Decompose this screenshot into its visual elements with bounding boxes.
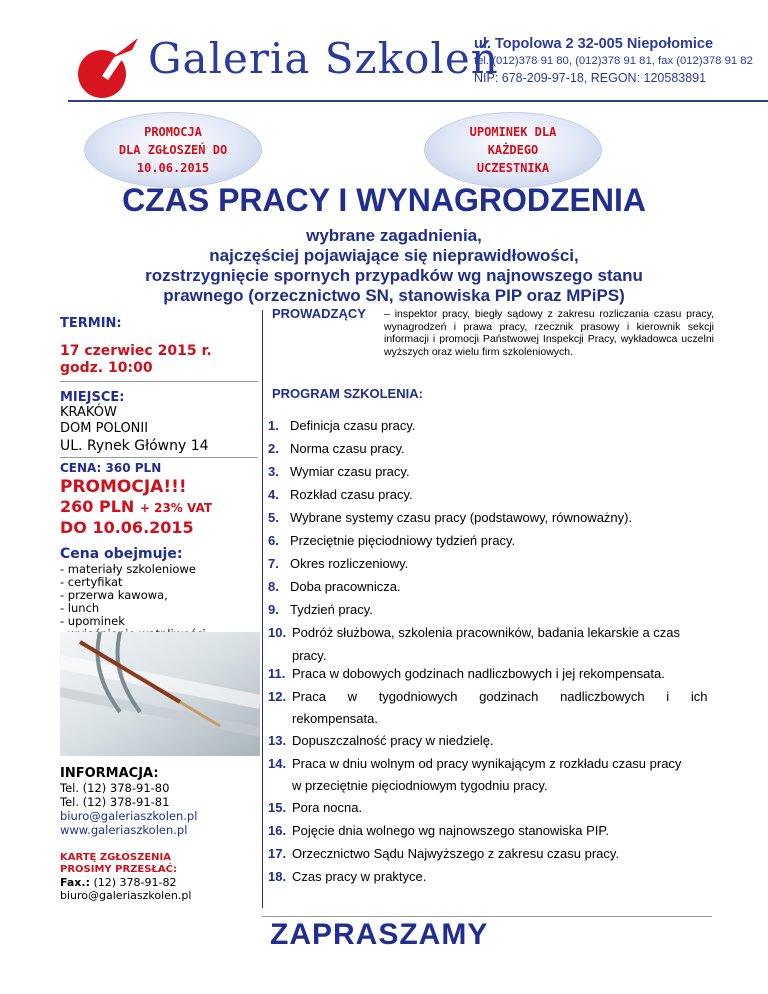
brand-name: Galeria Szkoleń [148,34,499,83]
miejsce-line: DOM POLONII [60,421,149,436]
gift-line: KAŻDEGO [487,143,539,157]
contact-block [60,766,260,902]
program-item-text: Czas pracy w praktyce. [292,869,427,884]
list-item: - lunch [60,601,100,615]
footer-invite: ZAPRASZAMY [270,918,489,951]
termin-label: TERMIN: [60,316,122,331]
program-item [268,487,716,503]
includes-list [60,563,260,641]
program-item-number: 7. [268,556,279,571]
subtitle-line: prawnego (orzecznictwo SN, stanowiska PIP oraz MPiPS) [163,286,625,305]
program-item [268,823,716,839]
program-item-number: 5. [268,510,279,525]
program-item-number: 6. [268,533,279,548]
email-2: biuro@galeriaszkolen.pl [60,889,192,902]
program-item-text: Praca w dobowych godzinach nadliczbowych i jej rekompensata. [292,666,665,681]
program-item [268,846,716,862]
program-item-number: 15. [268,800,287,815]
subtitle [60,226,728,306]
gift-oval [424,112,602,188]
gift-line: UCZESTNIKA [476,161,550,175]
program-item-text: Rozkład czasu pracy. [290,487,413,502]
program-item [268,733,716,749]
company-address [474,36,764,87]
promo-price: 260 PLN [60,497,135,516]
program-item-number: 17. [268,846,287,861]
divider [60,381,258,382]
program-item-number: 1. [268,418,279,433]
list-item: - materiały szkoleniowe [60,562,196,576]
column-divider [262,310,263,908]
program-item [268,418,716,434]
phone-line: tel. (012)378 91 80, (012)378 91 81, fax (012)378 91 82 [474,55,753,67]
prowadzacy-text: – inspektor pracy, biegły sądowy z zakresu rozliczania czasu pracy, wynagrodzeń i prawa pracy, rzecznik prasowy i kierownik sekcji informacji i promocji Państwowej Inspekcji Pracy, wykładowca uczelni wyższych oraz wielu firm szkoleniowych. [384,308,714,358]
address-line: ul. Topolowa 2 32-005 Niepołomice [474,36,714,52]
program-item-text: Pora nocna. [292,800,363,815]
promo-line: PROMOCJA [144,125,202,139]
fax-label: Fax.: [60,876,90,889]
miejsce-line: KRAKÓW [60,405,117,420]
program-item-continuation: pracy. [292,648,327,663]
subtitle-line: rozstrzygnięcie spornych przypadków wg najnowszego stanu [145,266,643,285]
prowadzacy-label: PROWADZĄCY [272,306,366,321]
page-title: CZAS PRACY I WYNAGRODZENIA [122,182,646,218]
program-item-text: Dopuszczalność pracy w niedzielę. [292,733,494,748]
program-item-number: 13. [268,733,287,748]
list-item: - upominek [60,614,125,628]
program-item [268,464,716,480]
footer-divider [262,916,712,917]
phone-2: Tel. (12) 378-91-81 [60,795,170,809]
program-item-text: Praca w tygodniowych godzinach nadliczbowych i ich [292,689,708,704]
program-item-text: Pojęcie dnia wolnego wg najnowszego stanowiska PIP. [292,823,610,838]
promo-oval [84,112,262,188]
cena-label: CENA: 360 PLN [60,461,162,475]
program-item-text: Doba pracownicza. [290,579,401,594]
program-item [268,666,716,682]
program-item-text: Tydzień pracy. [290,602,373,617]
header-divider [68,100,768,102]
program-item-text: Orzecznictwo Sądu Najwyższego z zakresu czasu pracy. [292,846,620,861]
program-item-text: Przeciętnie pięciodniowy tydzień pracy. [290,533,516,548]
program-item [268,625,716,641]
program-item-number: 16. [268,823,287,838]
list-item: - przerwa kawowa, [60,588,168,602]
program-item [268,756,716,772]
program-item [268,869,716,885]
promo-line: 10.06.2015 [136,161,210,175]
program-item-continuation: rekompensata. [292,711,378,726]
program-item-text: Wymiar czasu pracy. [290,464,410,479]
program-item-number: 3. [268,464,279,479]
subtitle-line: najczęściej pojawiające się nieprawidłowości, [209,246,579,265]
info-label: INFORMACJA: [60,766,159,781]
program-item-number: 9. [268,602,279,617]
program-item-number: 12. [268,689,287,704]
website-link[interactable]: www.galeriaszkolen.pl [60,823,188,837]
program-item-text: Okres rozliczeniowy. [290,556,409,571]
binder-photo [60,632,260,756]
promo-label: PROMOCJA!!! [60,477,187,497]
program-item-number: 11. [268,666,286,681]
gift-line: UPOMINEK DLA [469,125,557,139]
subtitle-line: wybrane zagadnienia, [306,226,482,245]
divider [60,457,258,458]
program-item [268,533,716,549]
miejsce-label: MIEJSCE: [60,390,125,405]
info-sidebar [60,310,260,641]
miejsce-line: UL. Rynek Główny 14 [60,438,209,454]
program-item-number: 2. [268,441,279,456]
program-item-text: Praca w dniu wolnym od pracy wynikającym z rozkładu czasu pracy [292,756,682,771]
program-item [268,689,716,705]
termin-time: godz. 10:00 [60,360,153,376]
program-item [268,510,716,526]
program-item-text: Wybrane systemy czasu pracy (podstawowy, równoważny). [290,510,633,525]
program-item-text: Definicja czasu pracy. [290,418,416,433]
karta-line: PROSIMY PRZESŁAĆ: [60,864,177,875]
program-item-text: Norma czasu pracy. [290,441,405,456]
cena-obejmuje-label: Cena obejmuje: [60,546,183,562]
email-link[interactable]: biuro@galeriaszkolen.pl [60,809,198,823]
nip-regon-line: NIP: 678-209-97-18, REGON: 120583891 [474,71,707,85]
program-item [268,602,716,618]
program-item [268,441,716,457]
program-item-number: 14. [268,756,287,771]
phone-1: Tel. (12) 378-91-80 [60,781,170,795]
program-item [268,556,716,572]
program-item-number: 8. [268,579,279,594]
program-item-number: 10. [268,625,287,640]
logo-icon [72,36,142,102]
promo-line: DLA ZGŁOSZEŃ DO [118,143,228,157]
program-item-text: Podróż służbowa, szkolenia pracowników, badania lekarskie a czas [292,625,681,640]
termin-date: 17 czerwiec 2015 r. [60,343,212,359]
promo-until: DO 10.06.2015 [60,518,194,537]
program-item-number: 18. [268,869,287,884]
program-item-continuation: w przeciętnie pięciodniowym tygodniu pracy. [292,778,548,793]
program-item [268,800,716,816]
promo-vat: + 23% VAT [139,501,213,515]
fax-number: (12) 378-91-82 [93,876,177,889]
karta-line: KARTĘ ZGŁOSZENIA [60,852,172,863]
program-item [268,579,716,595]
list-item: - certyfikat [60,575,123,589]
program-heading: PROGRAM SZKOLENIA: [272,386,423,401]
program-item-number: 4. [268,487,279,502]
